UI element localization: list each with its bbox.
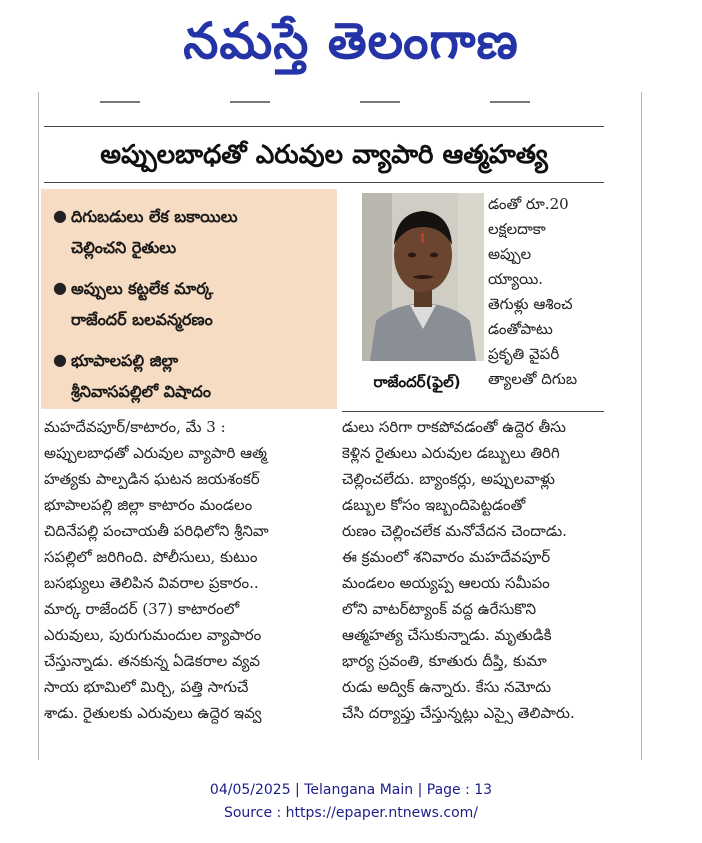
left-body-column [44, 414, 336, 726]
text-line: అప్పులబాధతో ఎరువుల వ్యాపారి ఆత్మ [44, 444, 267, 462]
summary-bullet [53, 201, 327, 263]
summary-bullet [53, 273, 327, 335]
text-line: చెల్లించలేదు. బ్యాంకర్లు, అప్పులవాళ్లు [342, 470, 555, 488]
text-line: తెగుళ్లు ఆశించ [488, 295, 573, 313]
bullet-line: శ్రీనివాసపల్లిలో విషాదం [71, 382, 211, 401]
text-line: మండలం అయ్యప్ప ఆలయ సమీపం [342, 574, 550, 592]
text-line: రుణం చెల్లించలేక మనోవేదన చెందాడు. [342, 522, 567, 540]
text-line: కెళ్లిన రైతులు ఎరువుల డబ్బులు తిరిగి [342, 444, 560, 462]
text-line: రుడు అద్విక్ ఉన్నారు. కేసు నమోదు [342, 678, 552, 696]
text-line: లోని వాటర్‌ట్యాంక్ వద్ద ఉరేసుకొని [342, 600, 537, 618]
footer-date-line: 04/05/2025 | Telangana Main | Page : 13 [209, 782, 493, 798]
footer-source-line: Source : https://epaper.ntnews.com/ [223, 805, 479, 821]
photo-bottom-rule [342, 411, 604, 412]
text-line: ఆత్మహత్య చేసుకున్నాడు. మృతుడికి [342, 626, 552, 644]
text-line: ఈ క్రమంలో శనివారం మహదేవపూర్ [342, 548, 551, 566]
middle-body-column [342, 414, 606, 726]
person-photo [362, 193, 484, 361]
headline-top-rule [44, 126, 604, 127]
text-line: శాడు. రైతులకు ఎరువులు ఉద్దెర ఇవ్వ [44, 704, 262, 722]
text-line: ప్రకృతి వైపరీ [488, 345, 560, 363]
bullet-icon: ● [53, 278, 67, 297]
text-line: భూపాలపల్లి జిల్లా కాటారం మండలం [44, 496, 253, 514]
bullet-icon: ● [53, 206, 67, 225]
text-line: చేసి దర్యాప్తు చేస్తున్నట్లు ఎస్సై తెలిపారు. [342, 704, 575, 722]
text-line: చేస్తున్నాడు. తనకున్న ఏడెకరాల వ్యవ [44, 652, 261, 670]
text-line: డబ్బుల కోసం ఇబ్బందిపెట్టడంతో [342, 496, 526, 514]
right-column-text [488, 192, 606, 392]
headline-bottom-rule [44, 182, 604, 183]
bullet-line: అప్పులు కట్టలేక మార్క [71, 279, 214, 298]
text-line: హత్యకు పాల్పడిన ఘటన జయశంకర్ [44, 470, 260, 488]
text-line: త్యాలతో దిగుబ [488, 370, 578, 388]
text-line: మహదేవపూర్/కాటారం, మే 3 : [44, 418, 226, 436]
text-line: అప్పుల [488, 245, 532, 263]
text-line: డంతోపాటు [488, 320, 553, 338]
bullet-line: రాజేందర్ బలవన్మరణం [71, 310, 213, 329]
bullet-line: దిగుబడులు లేక బకాయిలు [71, 207, 238, 226]
bullet-line: చెల్లించని రైతులు [71, 238, 177, 257]
text-line: మార్క రాజేందర్ (37) కాటారంలో [44, 600, 240, 618]
bullet-icon: ● [53, 350, 67, 369]
masthead-title: నమస్తే తెలంగాణ [183, 12, 519, 70]
text-line: బసభ్యులు తెలిపిన వివరాల ప్రకారం.. [44, 574, 259, 592]
previous-article-strip [40, 96, 638, 108]
text-line: య్యాయి. [488, 270, 544, 288]
text-line: లక్షలదాకా [488, 220, 546, 238]
text-line: డంతో రూ.20 [488, 195, 569, 213]
article-headline: అప్పులబాధతో ఎరువుల వ్యాపారి ఆత్మహత్య [100, 140, 548, 170]
text-line: భార్య స్రవంతి, కూతురు దీప్తి, కుమా [342, 652, 547, 670]
text-line: ఎరువులు, పురుగుమందుల వ్యాపారం [44, 626, 262, 644]
bullet-line: భూపాలపల్లి జిల్లా [71, 351, 179, 370]
summary-bullet [53, 345, 327, 407]
text-line: చిదినేపల్లి పంచాయతీ పరిధిలోని శ్రీనివా [44, 522, 269, 540]
summary-box [41, 189, 337, 409]
text-line: సపల్లిలో జరిగింది. పోలీసులు, కుటుం [44, 548, 258, 566]
text-line: డులు సరిగా రాకపోవడంతో ఉద్దెర తీసు [342, 418, 566, 436]
text-line: సాయ భూమిలో మిర్చి, పత్తి సాగుచే [44, 678, 249, 696]
photo-caption: రాజేందర్(ఫైల్) [373, 373, 461, 391]
